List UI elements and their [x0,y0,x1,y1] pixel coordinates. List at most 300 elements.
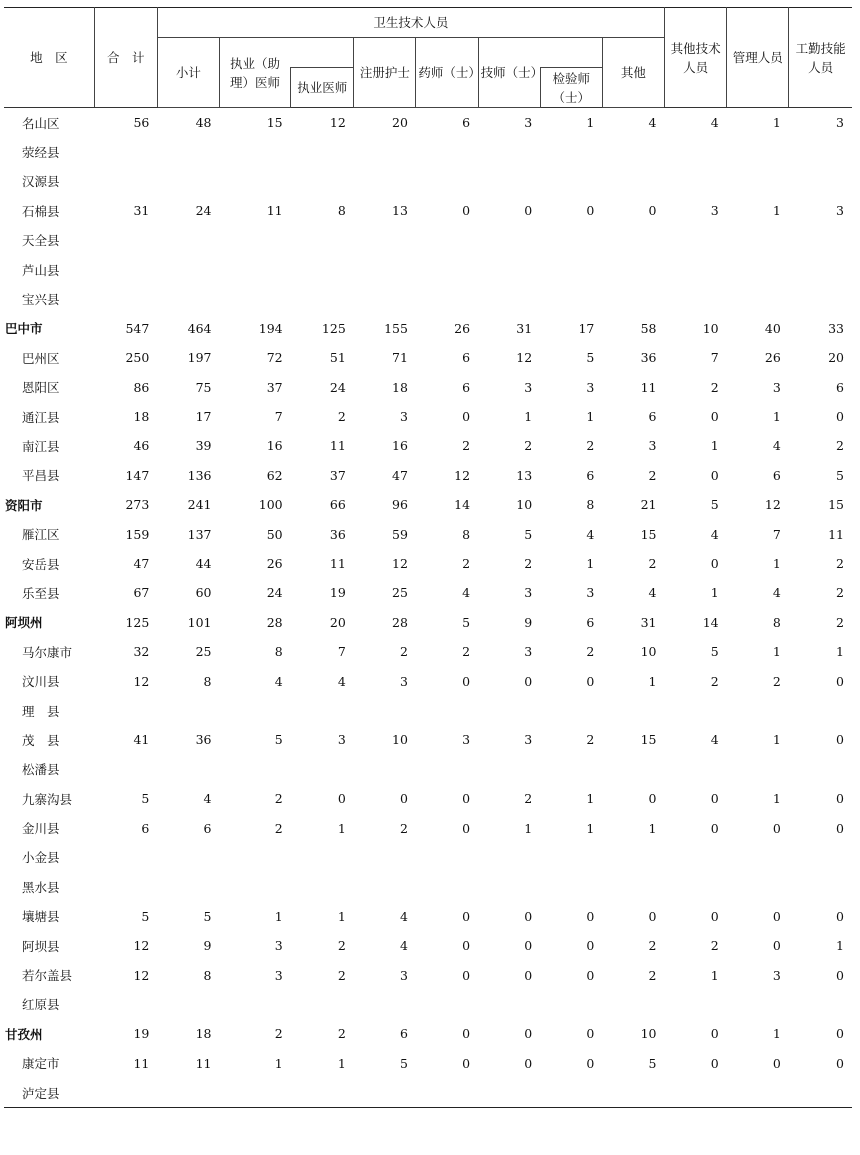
value-cell: 0 [836,409,844,425]
value-cell: 6 [772,467,781,483]
header-total: 合 计 [94,8,157,108]
value-cell [478,1078,540,1108]
value-cell: 37 [329,467,346,483]
value-cell [354,990,416,1019]
value-cell [540,843,602,872]
value-cell: 66 [329,497,346,513]
value-cell: 2 [586,732,595,748]
value-cell [354,284,416,313]
value-cell: 26 [266,556,283,572]
value-cell: 2 [274,1026,283,1042]
value-cell: 2 [337,938,346,954]
value-cell: 71 [392,350,408,366]
value-cell: 13 [516,467,533,483]
value-cell: 50 [266,526,283,542]
value-cell: 17 [195,409,212,425]
value-cell [602,843,664,872]
value-cell: 12 [133,938,150,954]
value-cell [789,167,852,196]
region-name: 荥经县 [22,145,60,161]
value-cell: 6 [586,467,595,483]
value-cell: 1 [772,203,781,219]
value-cell: 5 [586,350,595,366]
value-cell: 5 [399,1055,408,1071]
value-cell: 4 [399,938,408,954]
value-cell [157,755,219,784]
city-row [4,1019,852,1048]
table-row [4,431,852,460]
value-cell: 9 [524,614,533,630]
value-cell [665,696,727,725]
value-cell [416,1078,478,1108]
value-cell [291,843,354,872]
value-cell [291,255,354,284]
value-cell: 0 [586,673,595,689]
value-cell: 26 [764,350,781,366]
value-cell: 28 [392,614,408,630]
value-cell: 16 [266,438,283,454]
value-cell: 9 [203,938,212,954]
value-cell [540,872,602,901]
value-cell: 3 [399,409,408,425]
value-cell: 14 [454,497,471,513]
value-cell: 12 [516,350,533,366]
value-cell: 125 [321,320,346,336]
value-cell [665,284,727,313]
value-cell [665,755,727,784]
table-row [4,755,852,784]
value-cell [157,1078,219,1108]
value-cell: 0 [710,556,719,572]
value-cell: 62 [266,467,283,483]
value-cell: 0 [836,732,844,748]
value-cell: 8 [462,526,471,542]
value-cell [354,872,416,901]
value-cell [602,1078,664,1108]
value-cell [219,255,290,284]
region-name: 南江县 [22,438,60,454]
value-cell: 3 [274,938,283,954]
value-cell: 11 [640,379,657,395]
value-cell [219,284,290,313]
table-row [4,960,852,989]
value-cell: 2 [337,409,346,425]
value-cell: 21 [640,497,657,513]
value-cell: 2 [524,556,533,572]
value-cell: 5 [462,614,471,630]
value-cell: 2 [648,467,657,483]
value-cell [157,284,219,313]
value-cell [157,167,219,196]
value-cell: 3 [524,644,533,660]
value-cell [602,284,664,313]
value-cell: 60 [195,585,212,601]
value-cell [478,226,540,255]
city-row [4,490,852,519]
value-cell: 37 [266,379,283,395]
value-cell: 3 [524,115,533,131]
value-cell: 3 [462,732,471,748]
value-cell: 4 [274,673,283,689]
table-row [4,902,852,931]
value-cell: 0 [524,203,533,219]
value-cell [789,1078,852,1108]
value-cell: 6 [203,820,212,836]
value-cell [416,696,478,725]
value-cell: 2 [274,820,283,836]
value-cell: 15 [828,497,844,513]
header-licensed-assistant: 执业（助理）医师 [219,38,290,108]
value-cell: 125 [125,614,150,630]
value-cell [416,872,478,901]
region-name: 红原县 [22,997,60,1013]
value-cell: 0 [710,409,719,425]
value-cell [219,990,290,1019]
value-cell: 2 [586,644,595,660]
value-cell [354,255,416,284]
table-row [4,549,852,578]
value-cell: 2 [836,614,844,630]
value-cell: 12 [764,497,781,513]
table-row [4,931,852,960]
value-cell [354,167,416,196]
value-cell: 0 [462,203,471,219]
table-row [4,784,852,813]
value-cell [94,755,157,784]
header-nurse: 注册护士 [354,38,416,108]
value-cell: 25 [392,585,408,601]
value-cell: 14 [702,614,719,630]
value-cell [540,226,602,255]
value-cell: 1 [648,673,657,689]
value-cell [665,1078,727,1108]
value-cell: 137 [187,526,212,542]
value-cell [727,284,789,313]
value-cell: 1 [772,732,781,748]
value-cell: 2 [462,438,471,454]
value-cell [789,284,852,313]
value-cell [219,137,290,166]
value-cell: 0 [586,1055,595,1071]
value-cell: 6 [399,1026,408,1042]
value-cell [789,255,852,284]
region-name: 天全县 [22,233,60,249]
value-cell: 3 [524,732,533,748]
header-subtotal: 小计 [157,38,219,108]
value-cell: 28 [266,614,283,630]
value-cell: 19 [329,585,346,601]
value-cell: 2 [524,438,533,454]
value-cell: 0 [462,409,471,425]
value-cell [727,226,789,255]
value-cell: 2 [337,967,346,983]
value-cell: 194 [258,320,283,336]
value-cell: 101 [187,614,212,630]
city-row [4,314,852,343]
value-cell: 1 [586,115,595,131]
table-body [4,108,852,1108]
value-cell: 6 [462,350,471,366]
value-cell: 12 [133,967,150,983]
city-row [4,608,852,637]
value-cell [291,990,354,1019]
value-cell: 0 [836,1055,844,1071]
staff-table [4,7,852,1108]
value-cell: 0 [586,938,595,954]
value-cell: 18 [195,1026,212,1042]
value-cell [602,167,664,196]
value-cell: 5 [710,497,719,513]
value-cell: 0 [836,820,844,836]
value-cell: 0 [710,820,719,836]
value-cell: 3 [710,203,719,219]
value-cell: 0 [524,1026,533,1042]
value-cell [219,755,290,784]
value-cell [665,872,727,901]
table-row [4,519,852,548]
value-cell: 10 [516,497,533,513]
value-cell: 1 [772,556,781,572]
value-cell: 1 [836,644,844,660]
value-cell [291,755,354,784]
region-name: 甘孜州 [5,1026,43,1042]
value-cell: 5 [141,908,150,924]
value-cell [157,872,219,901]
value-cell [94,990,157,1019]
region-name: 名山区 [22,115,60,131]
value-cell: 0 [337,791,346,807]
table-header [4,8,852,108]
value-cell [219,843,290,872]
value-cell: 3 [772,967,781,983]
value-cell: 0 [462,820,471,836]
value-cell: 2 [772,673,781,689]
value-cell: 147 [125,467,150,483]
value-cell: 464 [187,320,212,336]
value-cell: 18 [392,379,408,395]
value-cell [291,137,354,166]
value-cell [219,1078,290,1108]
value-cell: 31 [640,614,657,630]
value-cell: 12 [133,673,150,689]
value-cell [789,843,852,872]
value-cell: 0 [648,908,657,924]
value-cell [157,226,219,255]
value-cell [727,137,789,166]
value-cell: 24 [329,379,346,395]
region-name: 马尔康市 [22,644,73,660]
value-cell: 15 [266,115,283,131]
value-cell: 2 [337,1026,346,1042]
value-cell: 8 [274,644,283,660]
value-cell: 0 [524,938,533,954]
region-name: 雁江区 [22,527,60,543]
value-cell [727,755,789,784]
region-name: 巴州区 [22,350,60,366]
header-management: 管理人员 [727,8,789,108]
value-cell: 36 [195,732,212,748]
value-cell: 13 [392,203,408,219]
value-cell: 4 [710,115,719,131]
value-cell: 0 [836,908,844,924]
value-cell [602,755,664,784]
value-cell: 1 [274,908,283,924]
value-cell: 8 [337,203,346,219]
value-cell: 20 [828,350,844,366]
value-cell [291,872,354,901]
value-cell [157,255,219,284]
value-cell: 2 [399,644,408,660]
value-cell [602,137,664,166]
value-cell: 0 [710,1055,719,1071]
value-cell [219,226,290,255]
value-cell: 0 [399,791,408,807]
table-row [4,843,852,872]
value-cell: 2 [462,644,471,660]
value-cell [540,167,602,196]
value-cell: 1 [710,585,719,601]
table-row [4,725,852,754]
value-cell: 6 [462,379,471,395]
value-cell [602,255,664,284]
value-cell: 1 [274,1055,283,1071]
value-cell: 3 [337,732,346,748]
value-cell: 2 [710,938,719,954]
value-cell [727,255,789,284]
value-cell: 3 [836,115,844,131]
value-cell: 4 [648,585,657,601]
value-cell: 51 [329,350,346,366]
value-cell: 0 [648,203,657,219]
value-cell: 31 [133,203,150,219]
value-cell: 20 [392,115,408,131]
value-cell: 18 [133,409,150,425]
value-cell [94,226,157,255]
region-name: 宝兴县 [22,292,60,308]
value-cell: 2 [462,556,471,572]
value-cell [219,872,290,901]
value-cell [478,872,540,901]
value-cell [416,284,478,313]
value-cell [354,1078,416,1108]
value-cell: 2 [836,438,844,454]
value-cell: 40 [764,320,781,336]
value-cell: 11 [133,1055,150,1071]
value-cell [354,137,416,166]
region-name: 松潘县 [22,762,60,778]
header-service: 工勤技能人员 [789,8,852,108]
header-technician: 技师（士） [478,38,540,108]
value-cell: 1 [586,791,595,807]
value-cell [354,843,416,872]
region-name: 资阳市 [5,497,43,513]
value-cell [789,137,852,166]
value-cell [602,696,664,725]
table-row [4,108,852,138]
region-name: 理 县 [22,703,60,719]
value-cell [291,284,354,313]
table-row [4,137,852,166]
value-cell [416,167,478,196]
value-cell: 3 [399,967,408,983]
value-cell: 547 [125,320,150,336]
table-row [4,872,852,901]
value-cell: 41 [133,732,150,748]
value-cell: 3 [586,585,595,601]
value-cell: 1 [337,908,346,924]
region-name: 平昌县 [22,468,60,484]
value-cell [416,226,478,255]
value-cell: 0 [462,1055,471,1071]
value-cell: 6 [141,820,150,836]
table-row [4,1078,852,1108]
value-cell: 1 [836,938,844,954]
value-cell [478,755,540,784]
value-cell: 0 [772,908,781,924]
value-cell: 11 [195,1055,212,1071]
value-cell [94,843,157,872]
value-cell [789,872,852,901]
value-cell: 5 [274,732,283,748]
value-cell: 11 [329,556,346,572]
value-cell [157,696,219,725]
table-row [4,813,852,842]
value-cell: 7 [337,644,346,660]
value-cell: 1 [772,644,781,660]
value-cell: 6 [836,379,844,395]
region-name: 阿坝州 [5,615,43,631]
value-cell: 2 [274,791,283,807]
value-cell: 0 [462,1026,471,1042]
value-cell: 4 [710,526,719,542]
value-cell [478,167,540,196]
value-cell [354,226,416,255]
value-cell [94,255,157,284]
value-cell: 2 [586,438,595,454]
value-cell [354,755,416,784]
value-cell [665,843,727,872]
region-name: 若尔盖县 [22,968,73,984]
value-cell: 0 [710,908,719,924]
value-cell: 6 [462,115,471,131]
value-cell: 33 [828,320,844,336]
value-cell [602,226,664,255]
value-cell: 5 [141,791,150,807]
value-cell: 3 [524,379,533,395]
value-cell: 36 [329,526,346,542]
table-row [4,990,852,1019]
value-cell: 3 [274,967,283,983]
value-cell: 12 [454,467,471,483]
value-cell: 4 [648,115,657,131]
value-cell: 32 [133,644,150,660]
value-cell: 0 [772,820,781,836]
value-cell: 197 [187,350,212,366]
table-row [4,1049,852,1078]
value-cell: 0 [524,673,533,689]
value-cell [94,696,157,725]
value-cell: 2 [836,585,844,601]
value-cell: 0 [462,791,471,807]
region-name: 康定市 [22,1056,60,1072]
region-name: 九寨沟县 [22,791,73,807]
value-cell [789,990,852,1019]
region-name: 恩阳区 [22,380,60,396]
value-cell [219,696,290,725]
value-cell: 5 [524,526,533,542]
value-cell: 0 [710,467,719,483]
value-cell: 16 [392,438,408,454]
